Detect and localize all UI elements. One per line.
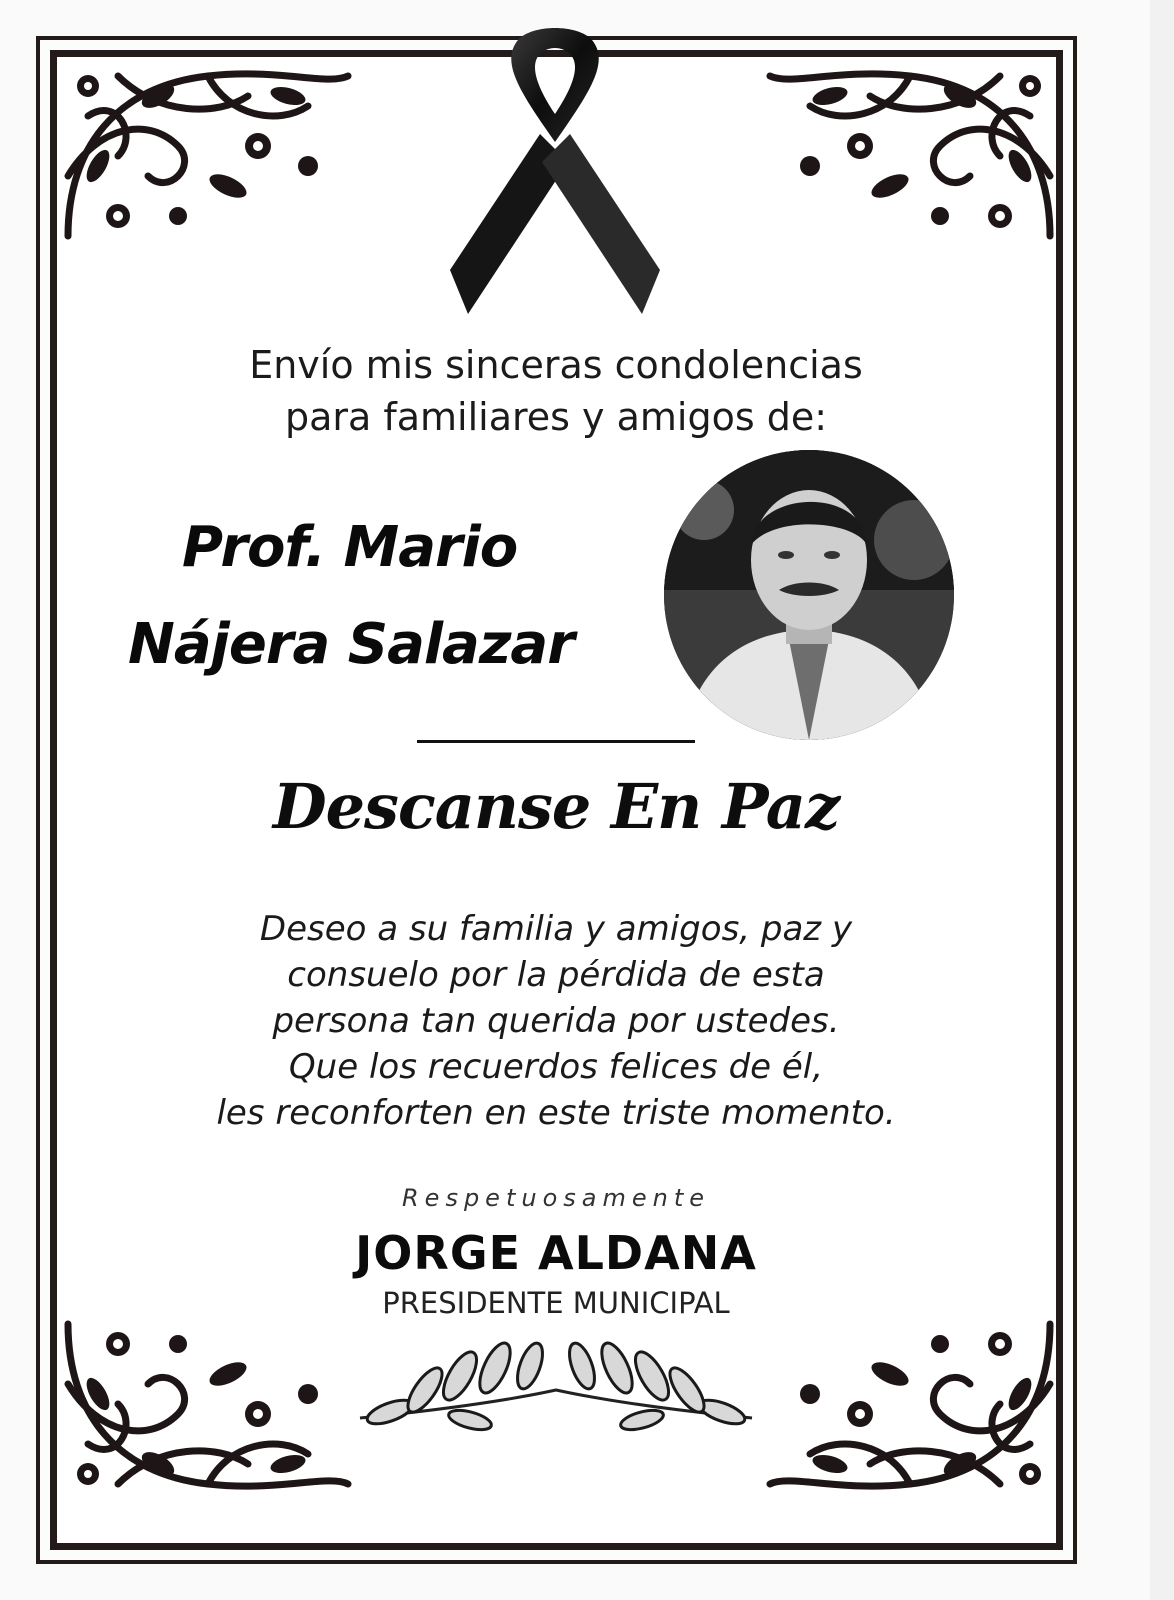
divider-line [417,740,695,743]
message-line-1: Deseo a su familia y amigos, paz y [259,909,853,949]
rest-in-peace-title: Descanse En Paz [272,770,840,843]
message-line-5: les reconforten en este triste momento. [216,1093,896,1133]
floral-corner-bottom-right-icon [760,1314,1060,1504]
message-line-2: consuelo por la pérdida de esta [287,955,825,995]
signer-name: JORGE ALDANA [355,1226,757,1280]
floral-corner-top-right-icon [760,56,1060,246]
floral-corner-top-left-icon [58,56,358,246]
mourning-ribbon-icon [440,22,670,318]
margin-strip [1150,0,1174,1600]
intro-line-1: Envío mis sinceras condolencias [249,343,863,387]
floral-corner-bottom-left-icon [58,1314,358,1504]
signer-title: PRESIDENTE MUNICIPAL [382,1286,730,1320]
intro-line-2: para familiares y amigos de: [284,395,828,439]
message-line-4: Que los recuerdos felices de él, [288,1047,824,1087]
portrait-photo [664,450,954,740]
closing-text: Respetuosamente [402,1184,710,1212]
deceased-name-line-1: Prof. Mario [182,515,518,580]
deceased-name-line-2: Nájera Salazar [128,612,574,677]
olive-branch-icon [350,1340,762,1450]
message-line-3: persona tan querida por ustedes. [272,1001,840,1041]
